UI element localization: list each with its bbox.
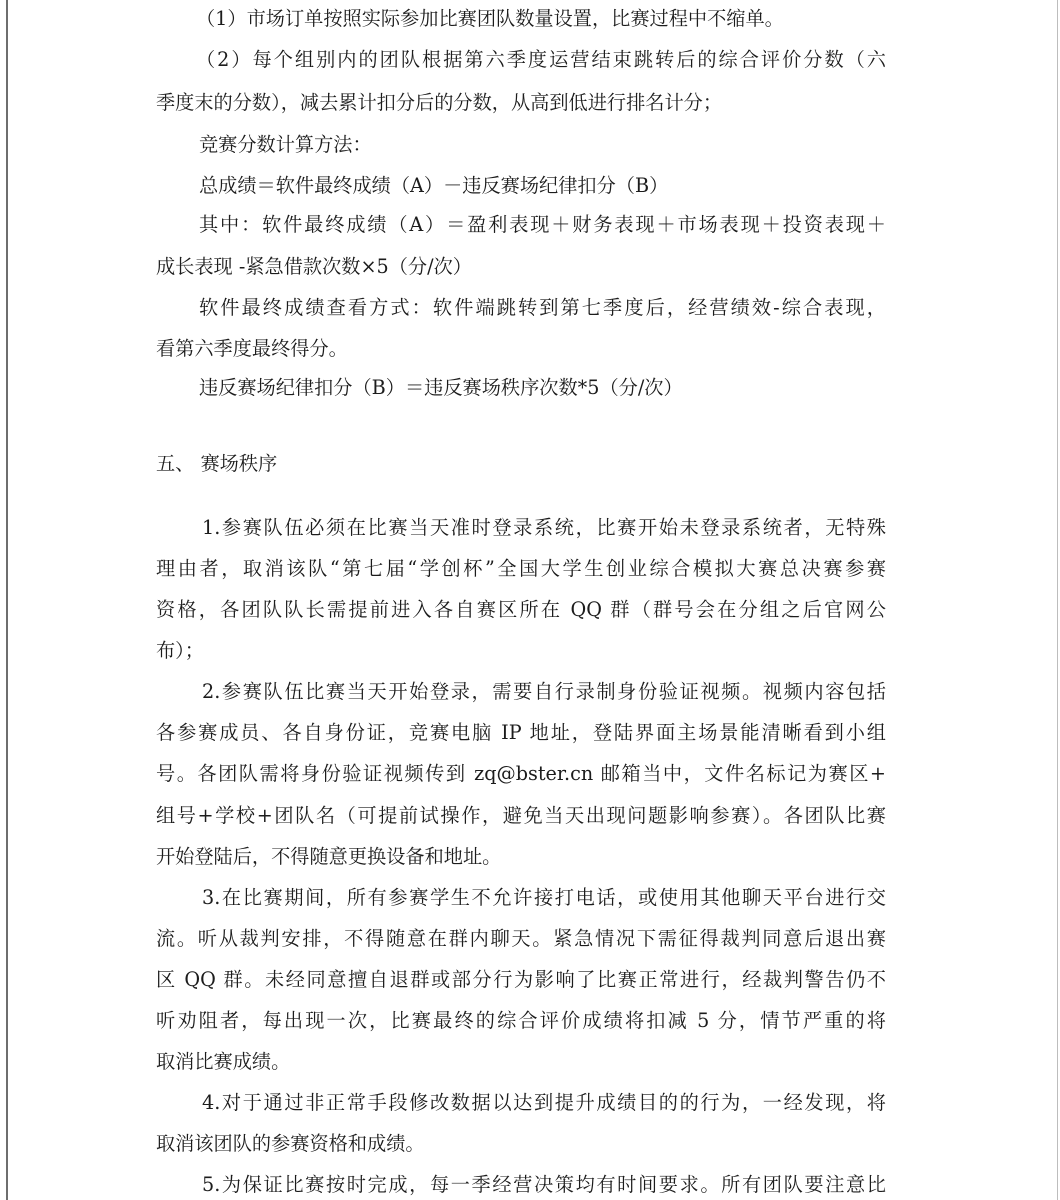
- score-view-line-1: 软件最终成绩查看方式：软件端跳转到第七季度后，经营绩效-综合表现，: [199, 296, 886, 319]
- item3-line-4: 听劝阻者，每出现一次，比赛最终的综合评价成绩将扣减 5 分，情节严重的将: [156, 1009, 886, 1032]
- scan-edge-right: [1057, 0, 1058, 1200]
- total-score-formula: 总成绩＝软件最终成绩（A）－违反赛场纪律扣分（B）: [199, 174, 669, 197]
- rule-ranking-line-1: （2）每个组别内的团队根据第六季度运营结束跳转后的综合评价分数（六: [196, 48, 886, 71]
- item2-line-1: 2.参赛队伍比赛当天开始登录，需要自行录制身份验证视频。视频内容包括: [202, 680, 886, 703]
- item2-line-3: 号。各团队需将身份验证视频传到 zq@bster.cn 邮箱当中，文件名标记为赛区+: [156, 762, 886, 785]
- item1-line-2: 理由者，取消该队“第七届“学创杯”全国大学生创业综合模拟大赛总决赛参赛: [156, 557, 886, 580]
- item5-line-1: 5.为保证比赛按时完成，每一季经营决策均有时间要求。所有团队要注意比: [202, 1173, 886, 1196]
- item2-line-4: 组号+学校+团队名（可提前试操作，避免当天出现问题影响参赛）。各团队比赛: [156, 804, 886, 827]
- item3-line-1: 3.在比赛期间，所有参赛学生不允许接打电话，或使用其他聊天平台进行交: [202, 886, 886, 909]
- item3-line-3: 区 QQ 群。未经同意擅自退群或部分行为影响了比赛正常进行，经裁判警告仍不: [156, 968, 886, 991]
- section-five-heading: 五、 赛场秩序: [156, 452, 278, 475]
- rule-market-orders: （1）市场订单按照实际参加比赛团队数量设置，比赛过程中不缩单。: [196, 7, 784, 30]
- item1-line-4: 布）；: [156, 639, 204, 662]
- item2-line-5: 开始登陆后，不得随意更换设备和地址。: [156, 845, 502, 868]
- score-view-line-2: 看第六季度最终得分。: [156, 337, 348, 360]
- rule-ranking-line-2: 季度末的分数），减去累计扣分后的分数，从高到低进行排名计分；: [156, 91, 723, 114]
- document-page: [156, 0, 886, 1200]
- item1-line-3: 资格，各团队队长需提前进入各自赛区所在 QQ 群（群号会在分组之后官网公: [156, 598, 886, 621]
- calc-method-title: 竞赛分数计算方法：: [199, 133, 372, 156]
- item1-line-1: 1.参赛队伍必须在比赛当天准时登录系统，比赛开始未登录系统者，无特殊: [202, 516, 886, 539]
- software-score-formula-line-2: 成长表现 -紧急借款次数×5（分/次）: [156, 255, 472, 278]
- item4-line-1: 4.对于通过非正常手段修改数据以达到提升成绩目的的行为，一经发现，将: [202, 1091, 886, 1114]
- penalty-formula: 违反赛场纪律扣分（B）＝违反赛场秩序次数*5（分/次）: [199, 376, 683, 399]
- item4-line-2: 取消该团队的参赛资格和成绩。: [156, 1132, 425, 1155]
- item3-line-5: 取消比赛成绩。: [156, 1050, 291, 1073]
- item2-line-2: 各参赛成员、各自身份证，竞赛电脑 IP 地址，登陆界面主场景能清晰看到小组: [156, 721, 886, 744]
- software-score-formula-line-1: 其中：软件最终成绩（A）＝盈利表现＋财务表现＋市场表现＋投资表现＋: [199, 213, 886, 236]
- item3-line-2: 流。听从裁判安排，不得随意在群内聊天。紧急情况下需征得裁判同意后退出赛: [156, 927, 886, 950]
- scan-edge-left: [6, 0, 8, 1200]
